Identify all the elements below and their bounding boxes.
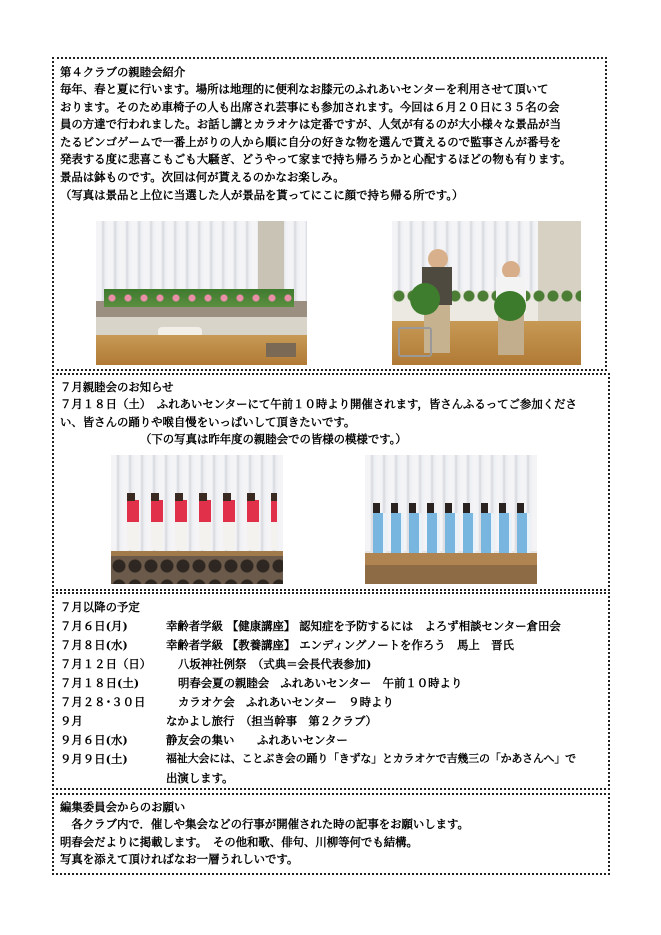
photo-prizes <box>96 221 307 365</box>
paragraph-line: （写真は景品と上位に当選した人が景品を貰ってにこに顔で持ち帰る所です。） <box>60 187 464 202</box>
paragraph-line: 景品は鉢ものです。次回は何が貰えるのかなお楽しみ。 <box>60 169 345 184</box>
schedule-date: ７月８日(水) <box>60 638 128 652</box>
section-july-party-notice <box>52 373 610 591</box>
photo-caption: （下の写真は昨年度の親睦会での皆様の模様です。） <box>140 432 407 447</box>
photo-dancers-red <box>111 455 283 584</box>
paragraph-line: おります。そのため車椅子の人も出席され芸事にも参加されます。今回は６月２０日に３５名の会 <box>60 99 560 114</box>
section-title: 第４クラブの親睦会紹介 <box>60 65 186 79</box>
schedule-event: 静友会の集い ふれあいセンター <box>166 733 348 747</box>
section-title: ７月親睦会のお知らせ <box>60 380 174 394</box>
section-editorial-request <box>52 793 610 875</box>
paragraph-line: 写真を添えて頂ければなお一層うれしいです。 <box>60 852 299 867</box>
schedule-date: ７月１８日(土) <box>60 676 140 690</box>
schedule-event: 福祉大会には、ことぶき会の踊り「きずな」とカラオケで吉幾三の「かあさんへ」で <box>166 752 576 765</box>
schedule-date: ９月６日(水) <box>60 733 128 747</box>
schedule-event: カラオケ会 ふれあいセンター ９時より <box>178 695 394 709</box>
paragraph-line: ７月１８日（土） ふれあいセンターにて午前１０時より開催されます，皆さんふるってご参加くださ <box>60 397 577 411</box>
schedule-event: 八坂神社例祭 （式典＝会長代表参加) <box>178 657 372 671</box>
paragraph-line: たるビンゴゲームで一番上がりの人から順に自分の好きな物を選んで貰えるので監事さんが番号を <box>60 134 562 149</box>
schedule-date: ７月１２日（日） <box>60 657 152 671</box>
schedule-event: 明春会夏の親睦会 ふれあいセンター 午前１０時より <box>178 676 463 690</box>
section-title: 編集委員会からのお願い <box>60 800 186 814</box>
section-schedule <box>52 592 610 790</box>
paragraph-line: 明春会だよりに掲載します。 その他和歌、俳句、川柳等何でも結構。 <box>60 834 418 849</box>
photo-dancers-blue <box>365 455 537 584</box>
section-july-party-text <box>60 378 577 449</box>
schedule-date: ９月 <box>60 714 83 728</box>
schedule-event: 幸齢者学級 【教養講座】 エンディングノートを作ろう 馬上 晋氏 <box>166 638 514 652</box>
schedule-event: 幸齢者学級 【健康講座】 認知症を予防するには よろず相談センター倉田会 <box>166 619 561 633</box>
section-club-party-text <box>60 63 571 204</box>
paragraph-line: い、皆さんの踊りや喉自慢をいっぱいして頂きたいです。 <box>60 414 356 429</box>
schedule-date: ７月２８･３０日 <box>60 695 146 709</box>
paragraph-line: 員の方達で行われました。お話し講とカラオケは定番ですが、人気が有るのが大小様々な景品が当 <box>60 117 561 132</box>
schedule-date: ７月６日(月) <box>60 619 128 633</box>
photo-winners <box>392 221 581 365</box>
schedule-event: なかよし旅行 （担当幹事 第２クラブ） <box>166 714 377 728</box>
paragraph-line: 発表する度に悲喜こもごも大騒ぎ、どうやって家まで持ち帰ろうかと心配するほどの物も有ります。 <box>60 152 572 167</box>
schedule-event-continuation: 出演します。 <box>166 771 234 785</box>
section-editorial-text <box>60 798 469 869</box>
section-club-party <box>52 57 607 371</box>
paragraph-line: 毎年、春と夏に行います。場所は地理的に便利なお膝元のふれあいセンターを利用させて頂いて <box>60 82 549 96</box>
paragraph-line: 各クラブ内で．催しや集会などの行事が開催された時の記事をお願いします。 <box>60 817 469 831</box>
schedule-date: ９月９日(土) <box>60 752 128 766</box>
section-title: ７月以降の予定 <box>60 600 140 614</box>
